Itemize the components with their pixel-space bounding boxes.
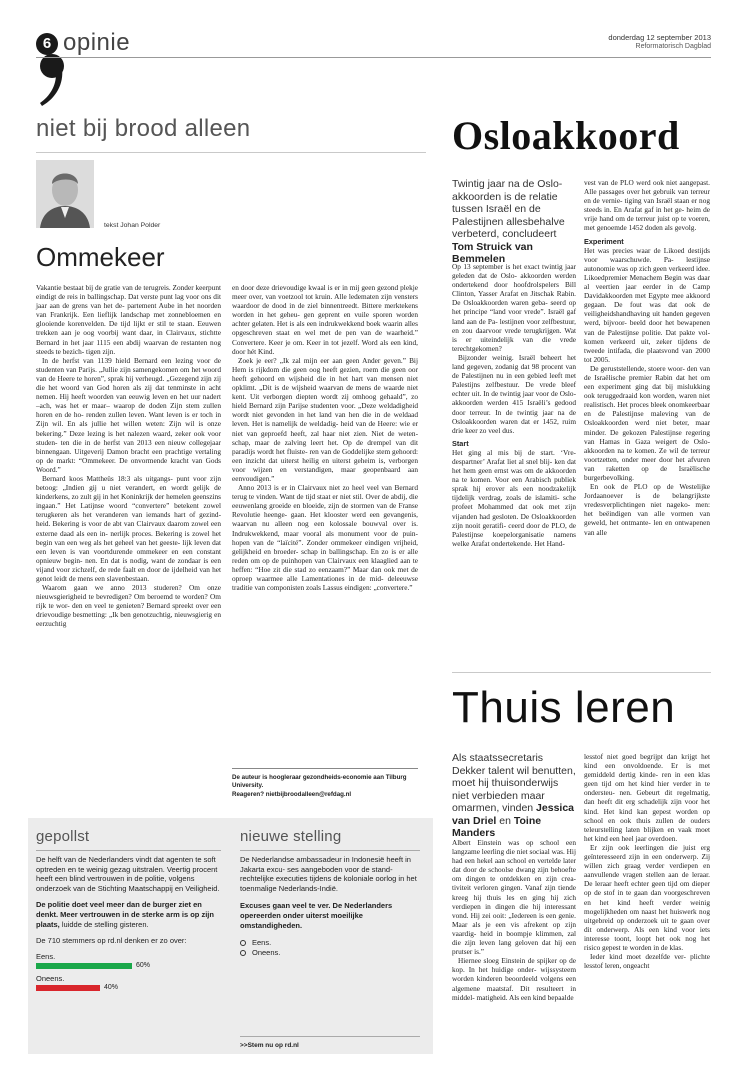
paragraph: Ieder kind moet dezelfde ver- plichte lesstof leren, ongeacht xyxy=(584,952,710,971)
column-title-rule xyxy=(36,152,426,153)
paragraph: Vakantie bestaat bij de gratie van de terugreis. Zonder keerpunt eindigt de reis in ballingschap. Dat verste punt lag voor ons dit jaar aan de grens van het de- partement Aube in het noorden van Frankrijk. Een lieflijk landschap met zonnebloemen en glooiende korenvelden. De tijd lijkt er stil te staan. Eeuwen trekken aan je oog voorbij want daar, in Clairvaux, stichtte Bernard in het jaar 1115 een abdij waarvan de restanten nog steeds te bezich- tigen zijn. xyxy=(36,283,221,356)
statement-intro: De Nederlandse ambassadeur in Indonesië heeft in Jakarta excu- ses aangeboden voor de stand- rechtelijke executies tijdens de koloniale oorlog in het toenmalige Nederlands-Indië. xyxy=(240,855,417,893)
poll-question-rest: luidde de stelling gisteren. xyxy=(59,919,149,929)
poll-bar-eens xyxy=(36,963,132,969)
column-byline: tekst Johan Polder xyxy=(104,222,161,229)
paragraph: In de herfst van 1139 hield Bernard een lezing voor de studenten van Parijs. „Jullie zijn samengekomen om het woord van de Heere te horen”, sprak hij verheugd. „Gezegend zijn zij die het woord van God horen als zij dat tenminste in acht nemen. Hij heeft woorden van eeuwig leven en het uur nadert –ach, was het er maar– waarop de doden Zijn stem zullen horen en de ho- renden zullen leven. Want leven is er toch in Zijn wil. En als jullie het willen weten: Zijn wil is onze bekering.” Deze lezing is het nalezen waard, zeker ook voor studen- ten die in de herfst van 2013 een nieuw collegejaar binnengaan. Uitgeverij Damon bracht een prachtige vertaling op de markt: “Ommekeer. De onvormende kracht van Gods Woord.” xyxy=(36,355,221,474)
statement-link-rule xyxy=(240,1036,420,1037)
statement-section xyxy=(240,828,420,1049)
author-note-affiliation: De auteur is hoogleraar gezondheids-economie aan Tilburg University. xyxy=(232,774,407,790)
poll-result-label: Oneens. xyxy=(36,973,65,983)
header-rule xyxy=(36,57,711,58)
statement-question: Excuses gaan veel te ver. De Nederlanders opereerden onder uiterst moeilijke omstandigheden. xyxy=(240,901,393,930)
poll-result-row xyxy=(36,974,221,996)
oslo-lead-author: Tom Struick van Bemmelen xyxy=(452,240,533,265)
paragraph: Albert Einstein was op school een langzame leerling die niet sociaal was. Hij had een hekel aan school en vertelde later dat door de schoolse dwang zijn behoefte om dingen te ontdekken en zijn crea- tiviteit verloren gingen. Vanaf zijn tiende kreeg hij thuis les en ging hij zich verdiepen in dingen die hij interessant vond. Hij zei ooit: „Iedereen is een genie. Maar als je een vis afrekent op zijn vaardig- heid in boompje klimmen, zal die zijn leven lang geloven dat hij een prutser is.” xyxy=(452,838,576,957)
thuis-lead-author-2: Toine Manders xyxy=(452,814,542,839)
paragraph: lesstof niet goed begrijpt dan krijgt het kind een onvoldoende. Er is met gemiddeld dertig kinde- ren in een klas geen tijd om het kind hier verder in te ondersteu- nen. Gebeurt dit regelmatig, dan heeft dit erg schadelijk zijn voor het kind. Het kind kan gepest worden op school en ook thuis zullen de ouders teleurstelling laten blijken en vaak moet het kind een heel jaar overdoen. xyxy=(584,752,710,843)
thuis-lead-text: Als staatssecretaris Dekker talent wil benutten, moet hij thuisonderwijs niet verbieden maar omarmen, vinden xyxy=(452,752,576,814)
paragraph: Bijzonder weinig. Israël beheert het land gegeven, zodanig dat 98 procent van de Palestijnen nu in een gebied leeft met Palestijns zelfbestuur. De vrede bleef echter uit. In de twintig jaar voor de Oslo- akkoorden werden 415 Israëli’s gedood door terreur. In de twintig jaar na de Osloakkoorden waren dat er 1452, ruim drie keer zo veel dus. xyxy=(452,352,576,435)
paragraph: Bernard koos Mattheüs 18:3 als uitgangs- punt voor zijn betoog: „Indien gij u niet verandert, en wordt gelijk de kinderkens, zo zult gij in het Koninkrijk der hemelen geenszins ingaan.” Het Latijnse woord “convertere” betekent zowel terugkeren als het veranderen van iemands hart of gezind- heid. Bekering is voor de abt van Clairvaux daarom zowel een externe daad als een in- nerlijk proces. Bekering is zowel het begin van een weg als het geheel van het geeste- lijk leven dat een leven is van voortdurende ommekeer en een constant opnieuw begin- nen. En dat is nodig, want de zondaar is een vijand voor zichzelf, de rede faalt en door de ijdelheid van het genot leidt de mens een slavenbestaan. xyxy=(36,473,221,583)
poll-result-percent: 60% xyxy=(136,961,151,969)
paragraph: Er zijn ook leerlingen die juist erg geïnteresseerd zijn in een onderwerp. Zij willen zich graag verder verdiepen en aanvullende vragen stellen aan de leraar. De leraar heeft echter geen tijd om dieper op de stof in te gaan dan voorgeschreven en het kind heeft verder weinig mogelijkheden om naast het huiswerk nog uitgebreid op onderzoek uit te gaan over dit onderwerp. Als een kind voor iets interesse toont, loopt het ook nog het risico gepest te worden in de klas. xyxy=(584,842,710,952)
statement-option-label: Oneens. xyxy=(252,947,281,957)
statement-option-label: Eens. xyxy=(252,938,272,948)
thuis-lead xyxy=(452,752,576,840)
poll-result-row xyxy=(36,952,221,974)
thuis-lead-author-1: Jessica van Driel xyxy=(452,802,575,827)
paragraph: De geruststellende, stoere woor- den van de Israëlische premier Rabin dat het om een experiment ging dat bij mislukking ook teruggedraaid kon worden, waren niet realistisch. Het proces bleek onomkeerbaar en de Palestijnse maleving van de Osloakkoorden werd niet beter, maar minder. De gekozen Palestijnse regering van Hamas in Gaza weigert de Oslo- akkoorden na te komen. Ze wil de terreur voortzetten, onder meer door het afvuren van raketten op de Israëlische burgerbevolking. xyxy=(584,363,710,482)
paragraph: Zoek je eer? „Ik zal mijn eer aan geen Ander geven.” Bij Hem is rijkdom die geen oog heeft gezien, roem die geen oor heeft gehoord en wijsheid die in het hart van mensen niet opklimt. „Dit is de wijsheid waarvan de mens de waarde niet kent. Uit verborgen diepten wordt zij omhoog gehaald”, zo hield Bernard zijn Parijse studenten voor. „Deze weldadigheid wordt niet gevonden in het land van hen die in de weldaad leven. Het is namelijk de weldadig- heid van de Heere: wie er niet van geproefd heeft, zal haar niet zien. Niet de weten- schap, maar de zalving leert het. Op de drempel van dit paradijs wordt het fluiste- ren van de Goddelijke stem gehoord: een inzicht dat uiterst heilig en uiterst geheim is, verborgen voor wijzen en verstandigen, maar geopenbaard aan eenvoudigen.” xyxy=(232,355,418,483)
publication-name: Reformatorisch Dagblad xyxy=(635,43,711,50)
column-body-col2 xyxy=(232,283,418,592)
radio-icon[interactable] xyxy=(240,940,246,946)
paragraph: Op 13 september is het exact twintig jaar geleden dat de Oslo- akkoorden werden ondertekend door hoofdrolspelers Bill Clinton, Yasser Arafat en Jitschak Rabin. De Osloakkoorden waren geba- seerd op het principe “land voor vrede”. Israël gaf land aan de Pa- lestijnen voor zelfbestuur, en zou daarvoor vrede terugkrijgen. Wat is er uiteindelijk van die vrede terechtgekomen? xyxy=(452,262,576,353)
subheading: Experiment xyxy=(584,236,624,246)
author-note-rule xyxy=(232,768,418,769)
section-divider xyxy=(452,672,711,673)
poll-intro: De helft van de Nederlanders vindt dat agenten te soft optreden en te weinig gezag uitstralen. Veertig procent heeft een blind vertrouwen in de politie, volgens onderzoek van de Stichting Maatschappij en Veiligheid. xyxy=(36,855,220,893)
author-note xyxy=(232,774,418,799)
statement-vote-link[interactable]: >>Stem nu op rd.nl xyxy=(240,1042,299,1049)
oslo-body-col2 xyxy=(584,178,710,537)
poll-voters: De 710 stemmers op rd.nl denken er zo over: xyxy=(36,936,187,946)
statement-option[interactable] xyxy=(240,948,420,958)
poll-question xyxy=(36,900,221,929)
poll-results xyxy=(36,952,221,996)
paragraph: Anno 2013 is er in Clairvaux niet zo heel veel van Bernard terug te vinden. Want de tijd staat er niet stil. Over de abdij, die eeuwenlang groeide en bloeide, zijn de stormen van de Franse Revolutie heenge- gaan. Het klooster werd een gevangenis, waarvan nu alleen nog een kolossale bouwval over is. Indrukwekkend, maar vooral als monument voor de puin- hopen van de “laïcité”. Zonder ommekeer eindigen vrijheid, gelijkheid en broeder- schap in ballingschap. En zo is er alle reden om op de puinhopen van Clairvaux een klaaglied aan te heffen: “Hoe zit die stad zo eenzaam?” Maar dan ook met de oproep waarmee alle Lamentationes in de mid- deleeuwse traditie van componisten zoals Lassus eindigen: „convertere.” xyxy=(232,483,418,593)
statement-options xyxy=(240,938,420,957)
thuis-title: Thuis leren xyxy=(452,683,676,732)
section-title: opinie xyxy=(63,29,131,56)
comma-logo xyxy=(34,52,74,108)
paragraph: Het was precies waar de Likoed destijds voor waarschuwde. Pa- lestijnse autonomie was op zich geen verkeerd idee. Likoedpremier Menachem Begin was daar al veertien jaar eerder in de Camp Davidakkoorden met Egypte mee akkoord gegaan. De fout was dat ook de veiligheidshandhaving uit handen gegeven werd, bijvoor- beeld door het bewapenen van de Palestijnse politie. Dat pakte vol- komen verkeerd uit, zeker tijdens de tweede intifada, die plaatsvond van 2000 tot 2005. xyxy=(584,245,710,364)
oslo-lead xyxy=(452,178,575,266)
statement-title-rule xyxy=(240,850,420,851)
poll-result-label: Eens. xyxy=(36,951,56,961)
column-title: Ommekeer xyxy=(36,242,165,272)
subheading: Start xyxy=(452,438,469,448)
paragraph: En ook de PLO op de Westelijke Jordaanoever is de belangrijkste vredesverplichtingen niet nageko- men: het beëindigen van alle vormen van geweld, het ontmante- len en ontwapenen van alle xyxy=(584,482,710,537)
statement-title: nieuwe stelling xyxy=(240,828,342,845)
paragraph: Hiernee sloeg Einstein de spijker op de kop. In het huidige onder- wijssysteem worden kinderen beoordeeld volgens een algemene maatstaf. Dit resulteert in middel- matigheid. Als een kind bepaalde xyxy=(452,956,576,1002)
paragraph: Waarom gaan we anno 2013 studeren? Om onze nieuwsgierigheid te bevredigen? Om beroemd te worden? Om rijk te wor- den en veel te genieten? Bernard spreekt over een drievoudige besmetting: „Ik ben genotzuchtig, nieuwsgierig en eerzuchtig xyxy=(36,583,221,629)
poll-section xyxy=(36,828,221,996)
author-photo xyxy=(36,160,94,228)
paragraph: en door deze drievoudige kwaal is er in mij geen gezond plekje meer over, van voetzool tot kruin. Alle ledematen zijn vensters waardoor de dood in de ziel binnentreedt. Bittere merktekens worden in het geheu- gen geprent en vuile sporen worden achter gelaten. Het is als een indrukwekkend boek waarin alles opgeschreven staat en wel met de pen van de waarheid.” Convertere. Keer je om. Keer in tot jezelf. Word als een kind, door hét Kind. xyxy=(232,283,418,356)
radio-icon[interactable] xyxy=(240,950,246,956)
date-line: donderdag 12 september 2013 xyxy=(608,33,711,42)
oslo-title: Osloakkoord xyxy=(452,113,680,158)
statement-option[interactable] xyxy=(240,938,420,948)
oslo-body-col1 xyxy=(452,262,576,548)
page-header xyxy=(0,0,738,110)
poll-title-rule xyxy=(36,850,221,851)
poll-bar-oneens xyxy=(36,985,100,991)
page-number-badge: 6 xyxy=(36,33,58,55)
paragraph: vest van de PLO werd ook niet aangepast. Alle passages over het gebruik van terreur en de vernie- tiging van Israël staan er nog steeds in. En Arafat gaf in het ge- heim de vrije hand om de terreur juist op te voeren, met genoemde 1452 doden als gevolg. xyxy=(584,178,710,233)
column-body-col1 xyxy=(36,283,221,629)
thuis-lead-and: en xyxy=(496,814,514,827)
poll-result-percent: 40% xyxy=(104,983,119,991)
thuis-body-col2 xyxy=(584,752,710,970)
oslo-lead-text: Twintig jaar na de Oslo-akkoorden is de relatie tussen Israël en de Palestijnen allesbehalve verbeterd, concludeert xyxy=(452,178,565,240)
column-series-title: niet bij brood alleen xyxy=(36,115,251,142)
paragraph: Het ging al mis bij de start. ‘Vre- despartner’ Arafat liet al snel blij- ken dat het hem geen ernst was om de akkoorden na te komen. Voor een Arabisch publiek sprak hij erover als een noodzakelijk tijdelijk verdrag, zoals de islamiti- sche profeet Mohammed dat ook met zijn vijanden had gesloten. De Osloakkoorden zijn nooit geratifi- ceerd door de PLO, de Palestijnse koepelorganisatie namens welke Arafat ondertekende. Het Hand- xyxy=(452,447,576,548)
poll-question-bold: De politie doet veel meer dan de burger ziet en denkt. Meer vertrouwen in de sterke arm is op zijn plaats, xyxy=(36,900,214,929)
poll-title: gepollst xyxy=(36,828,90,845)
author-note-email[interactable]: Reageren? nietbijbroodalleen@refdag.nl xyxy=(232,790,352,798)
thuis-body-col1 xyxy=(452,838,576,1002)
